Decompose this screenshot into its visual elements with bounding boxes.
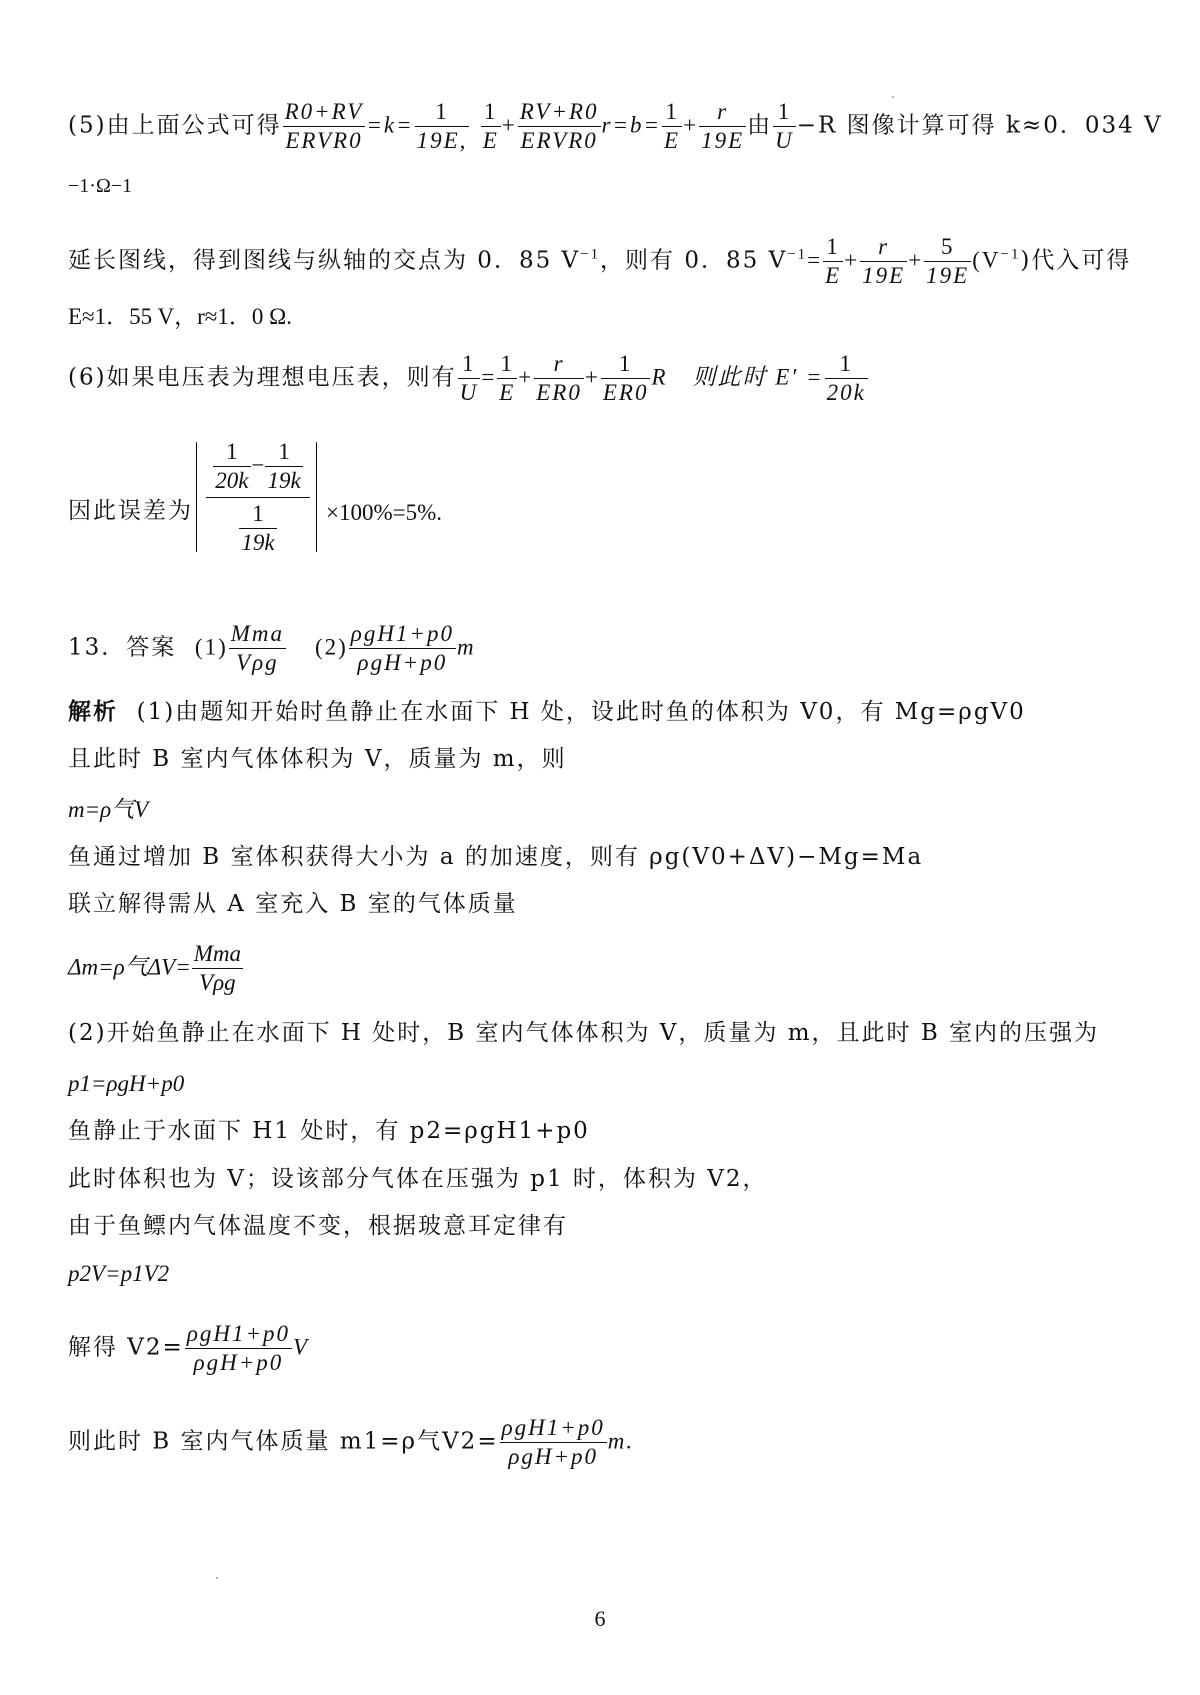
part6-label: (6) bbox=[68, 364, 107, 391]
q13-line7: (2)开始鱼静止在水面下 H 处时，B 室内气体体积为 V，质量为 m，且此时 B 室内的压强为 bbox=[68, 1020, 1100, 1046]
fraction-denominator: E bbox=[825, 263, 842, 289]
fraction-denominator: 19k bbox=[241, 530, 275, 556]
fraction-1-er0 bbox=[601, 352, 651, 405]
word-you: 由 bbox=[747, 112, 773, 139]
fraction-denominator: Vρg bbox=[236, 650, 279, 676]
fraction-numerator: 1 bbox=[213, 440, 250, 467]
part5-line1 bbox=[68, 100, 1163, 153]
fraction-numerator: 1 bbox=[825, 352, 868, 379]
q13-line8: p1=ρgH+p0 bbox=[68, 1071, 185, 1096]
plus-sign: + bbox=[844, 247, 860, 273]
r-eq-b: r=b= bbox=[601, 112, 662, 138]
fraction-numerator: R0+RV bbox=[283, 100, 366, 127]
fraction-numerator: Mma bbox=[192, 942, 243, 969]
fraction-1-u-6 bbox=[458, 352, 481, 405]
line2-d: (V bbox=[972, 247, 1001, 273]
fraction-denominator: ER0 bbox=[602, 380, 649, 406]
part5-line2 bbox=[68, 235, 1131, 288]
q13-l1: (1)由题知开始时鱼静止在水面下 H 处，设此时鱼的体积为 V0，有 Mg=ρgV0 bbox=[136, 699, 1026, 725]
q13-label: 13．答案 bbox=[68, 634, 177, 661]
fraction-1-19k-e bbox=[265, 440, 302, 493]
fraction-numerator: 1 bbox=[239, 502, 276, 529]
fraction-r-19e-2 bbox=[860, 235, 907, 288]
q13-line5: 联立解得需从 A 室充入 B 室的气体质量 bbox=[68, 891, 518, 917]
plus-sign: + bbox=[683, 112, 699, 138]
fraction-rv-r0 bbox=[518, 100, 601, 153]
part6-line1: (6)如果电压表为理想电压表，则有 $\frac{1}{U}$ = $\frac{1}{E}$ + $\frac{r}{ER0}$ + $\frac{1}{ER0}$ R 则此时 E′ = $\frac{1}{20k}$ bbox=[68, 351, 866, 406]
q13-line2: 且此时 B 室内气体体积为 V，质量为 m，则 bbox=[68, 746, 567, 772]
fraction-denominator: ERVR0 bbox=[285, 128, 363, 154]
q13-line4: 鱼通过增加 B 室体积获得大小为 a 的加速度，则有 ρg(V0+ΔV)−Mg=Ma bbox=[68, 844, 924, 870]
part5-tail: −R 图像计算可得 k≈0．034 V bbox=[796, 112, 1163, 139]
fraction-denominator: 19E bbox=[701, 128, 745, 154]
fraction-denominator: 19k bbox=[267, 468, 301, 494]
err-denominator bbox=[206, 498, 310, 555]
plus-sign: + bbox=[501, 112, 517, 138]
fraction-numerator: 1 bbox=[497, 352, 517, 379]
fraction-numerator: ρgH1+p0 bbox=[500, 1416, 607, 1443]
fraction-numerator: RV+R0 bbox=[518, 100, 601, 127]
fraction-numerator: ρgH1+p0 bbox=[185, 1322, 292, 1349]
fraction-numerator: 1 bbox=[481, 100, 501, 127]
q13-line9: 鱼静止于水面下 H1 处时，有 p2=ρgH1+p0 bbox=[68, 1118, 590, 1144]
fraction-denominator: 20k bbox=[826, 380, 866, 406]
eq-k: =k= bbox=[366, 112, 414, 138]
fraction-5-19e bbox=[924, 235, 971, 288]
fraction-mma-vpg bbox=[229, 622, 286, 675]
fraction-denominator: ERVR0 bbox=[520, 128, 598, 154]
fraction-mma-vpg-2 bbox=[192, 942, 243, 995]
q13-l14-tail: m. bbox=[607, 1428, 635, 1454]
q13-answer bbox=[68, 622, 476, 675]
fraction-numerator: Mma bbox=[229, 622, 286, 649]
part5-line3: E≈1．55 V，r≈1．0 Ω. bbox=[68, 304, 292, 329]
part5-label: (5) bbox=[68, 112, 107, 139]
line2-e: )代入可得 bbox=[1020, 247, 1132, 274]
sup-neg1: −1 bbox=[580, 246, 601, 263]
q13-l13-lead: 解得 V2= bbox=[68, 1334, 184, 1361]
part6-tail: R 则此时 E′ = bbox=[651, 364, 824, 390]
q13-l14-lead: 则此时 B 室内气体质量 m1=ρ气V2= bbox=[68, 1428, 499, 1455]
scan-speck bbox=[216, 1577, 218, 1579]
abs-bar-right bbox=[316, 442, 317, 552]
fraction-denominator: ρgH+p0 bbox=[357, 650, 448, 676]
fraction-denominator: Vρg bbox=[199, 970, 236, 996]
fraction-numerator: ρgH1+p0 bbox=[349, 622, 456, 649]
err-tail: ×100%=5%. bbox=[326, 500, 443, 525]
fraction-numerator: 1 bbox=[415, 100, 470, 127]
q13-l13-tail: V bbox=[293, 1334, 310, 1360]
q13-line6 bbox=[68, 942, 244, 995]
sup-neg1: −1 bbox=[1000, 246, 1021, 263]
q13-line12: p2V=p1V2 bbox=[68, 1261, 170, 1286]
fraction-1-19k-d bbox=[239, 502, 276, 555]
fraction-denominator: 19E, bbox=[416, 128, 468, 154]
q13-part1: (1) bbox=[194, 634, 228, 660]
fraction-denominator: ρgH+p0 bbox=[508, 1444, 599, 1470]
err-fraction bbox=[206, 440, 310, 556]
err-lead: 因此误差为 bbox=[68, 498, 193, 524]
err-numerator bbox=[206, 440, 310, 498]
fraction-denominator: E bbox=[664, 128, 681, 154]
line2-a: 延长图线，得到图线与纵轴的交点为 0．85 V bbox=[68, 247, 581, 274]
fraction-pgh1-pgh bbox=[349, 622, 456, 675]
plus-sign: + bbox=[908, 247, 924, 273]
abs-bar-left bbox=[196, 442, 197, 552]
fraction-r-19e bbox=[699, 100, 746, 153]
fraction-denominator: 20k bbox=[215, 468, 249, 494]
fraction-denominator: ρgH+p0 bbox=[193, 1350, 284, 1376]
fraction-numerator: r bbox=[534, 352, 584, 379]
fraction-numerator: 1 bbox=[662, 100, 682, 127]
fraction-r0-rv bbox=[283, 100, 366, 153]
q13-line10: 此时体积也为 V；设该部分气体在压强为 p1 时，体积为 V2， bbox=[68, 1166, 768, 1192]
fraction-1-20k bbox=[825, 352, 868, 405]
fraction-denominator: E bbox=[499, 380, 516, 406]
minus-sign: − bbox=[251, 452, 265, 478]
q13-part2: (2) bbox=[314, 634, 348, 660]
part6-lead: 如果电压表为理想电压表，则有 bbox=[106, 364, 457, 391]
q13-line11: 由于鱼鳔内气体温度不变，根据玻意耳定律有 bbox=[68, 1213, 568, 1239]
fraction-1-e bbox=[481, 100, 501, 153]
fraction-1-20k-e bbox=[213, 440, 250, 493]
fraction-1-e-2 bbox=[823, 235, 843, 288]
fraction-numerator: 5 bbox=[924, 235, 971, 262]
q13-line1 bbox=[68, 700, 1026, 724]
q13-l6-lead: Δm=ρ气ΔV= bbox=[68, 954, 191, 980]
fraction-numerator: 1 bbox=[823, 235, 843, 262]
fraction-1-19e bbox=[415, 100, 470, 153]
fraction-v2 bbox=[185, 1322, 292, 1375]
q13-line13 bbox=[68, 1322, 309, 1375]
page-number: 6 bbox=[594, 1606, 606, 1631]
fraction-r-er0 bbox=[534, 352, 584, 405]
fraction-numerator: r bbox=[699, 100, 746, 127]
fraction-denominator: ER0 bbox=[536, 380, 582, 406]
fraction-denominator: 19E bbox=[926, 263, 970, 289]
scan-speck bbox=[892, 96, 894, 98]
fraction-denominator: U bbox=[459, 380, 479, 406]
fraction-1-e-b bbox=[662, 100, 682, 153]
fraction-numerator: 1 bbox=[601, 352, 651, 379]
fraction-numerator: 1 bbox=[773, 100, 796, 127]
q13-line14 bbox=[68, 1416, 634, 1469]
fraction-m1 bbox=[500, 1416, 607, 1469]
q13-line3: m=ρ气V bbox=[68, 797, 149, 822]
fraction-denominator: U bbox=[775, 128, 794, 154]
line2-b: ，则有 0．85 V bbox=[600, 247, 788, 274]
fraction-numerator: r bbox=[860, 235, 907, 262]
fraction-denominator: 19E bbox=[862, 263, 906, 289]
fraction-denominator: E bbox=[482, 128, 499, 154]
part5-unit-cont: −1·Ω−1 bbox=[68, 175, 133, 197]
fraction-numerator: 1 bbox=[458, 352, 481, 379]
q13-tail: m bbox=[456, 634, 476, 660]
fraction-numerator: 1 bbox=[265, 440, 302, 467]
fraction-1-e-6 bbox=[497, 352, 517, 405]
line2-c: = bbox=[807, 247, 823, 273]
part5-lead: 由上面公式可得 bbox=[106, 112, 282, 139]
jiexi-label: 解析 bbox=[68, 698, 118, 725]
sup-neg1: −1 bbox=[787, 246, 808, 263]
fraction-1-u bbox=[773, 100, 796, 153]
